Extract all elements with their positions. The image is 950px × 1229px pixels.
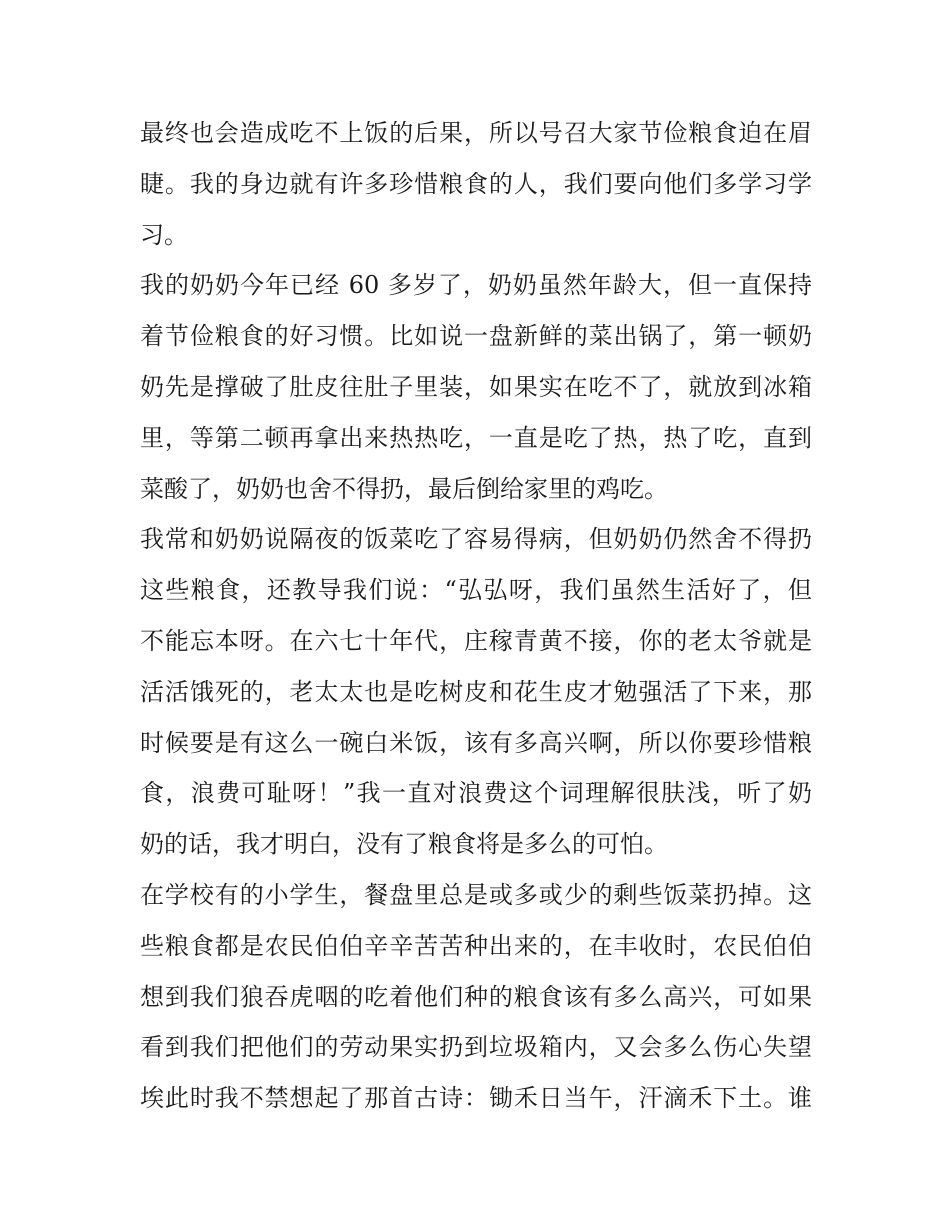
paragraph-1 bbox=[140, 108, 812, 260]
text-line: 习。 bbox=[140, 220, 188, 249]
text-line: 想到我们狼吞虎咽的吃着他们种的粮食该有多么高兴，可如果 bbox=[140, 982, 812, 1011]
text-line: 在学校有的小学生，餐盘里总是或多或少的剩些饭菜扔掉。这 bbox=[140, 880, 812, 909]
text-line: 最终也会造成吃不上饭的后果，所以号召大家节俭粮食迫在眉 bbox=[140, 119, 812, 147]
text-line: 食，浪费可耻呀！”我一直对浪费这个词理解很肤浅，听了奶 bbox=[140, 779, 812, 808]
text-line: 睫。我的身边就有许多珍惜粮食的人，我们要向他们多学习学 bbox=[140, 169, 812, 198]
text-line: 里，等第二顿再拿出来热热吃，一直是吃了热，热了吃，直到 bbox=[140, 423, 812, 452]
text-line: 埃此时我不禁想起了那首古诗：锄禾日当午，汗滴禾下土。谁 bbox=[140, 1084, 812, 1113]
text-line: 时候要是有这么一碗白米饭，该有多高兴啊，所以你要珍惜粮 bbox=[140, 728, 812, 757]
text-line: 着节俭粮食的好习惯。比如说一盘新鲜的菜出锅了，第一顿奶 bbox=[140, 322, 812, 351]
paragraph-2 bbox=[140, 260, 812, 514]
text-line: 看到我们把他们的劳动果实扔到垃圾箱内，又会多么伤心失望 bbox=[140, 1033, 812, 1062]
text-line: 活活饿死的，老太太也是吃树皮和花生皮才勉强活了下来，那 bbox=[140, 677, 812, 706]
text-line: 奶的话，我才明白，没有了粮食将是多么的可怕。 bbox=[140, 830, 668, 859]
text-line: 奶先是撑破了肚皮往肚子里装，如果实在吃不了，就放到冰箱 bbox=[140, 372, 812, 401]
paragraph-4 bbox=[140, 870, 812, 1124]
text-line: 我的奶奶今年已经 60 多岁了，奶奶虽然年龄大，但一直保持 bbox=[140, 271, 812, 300]
paragraph-3 bbox=[140, 514, 812, 870]
text-line: 不能忘本呀。在六七十年代，庄稼青黄不接，你的老太爷就是 bbox=[140, 626, 812, 655]
text-line: 这些粮食，还教导我们说：“弘弘呀，我们虽然生活好了，但 bbox=[140, 576, 812, 605]
text-line: 我常和奶奶说隔夜的饭菜吃了容易得病，但奶奶仍然舍不得扔 bbox=[140, 525, 812, 554]
document-body bbox=[140, 108, 812, 1124]
text-line: 菜酸了，奶奶也舍不得扔，最后倒给家里的鸡吃。 bbox=[140, 474, 668, 503]
text-line: 些粮食都是农民伯伯辛辛苦苦种出来的，在丰收时，农民伯伯 bbox=[140, 931, 812, 960]
